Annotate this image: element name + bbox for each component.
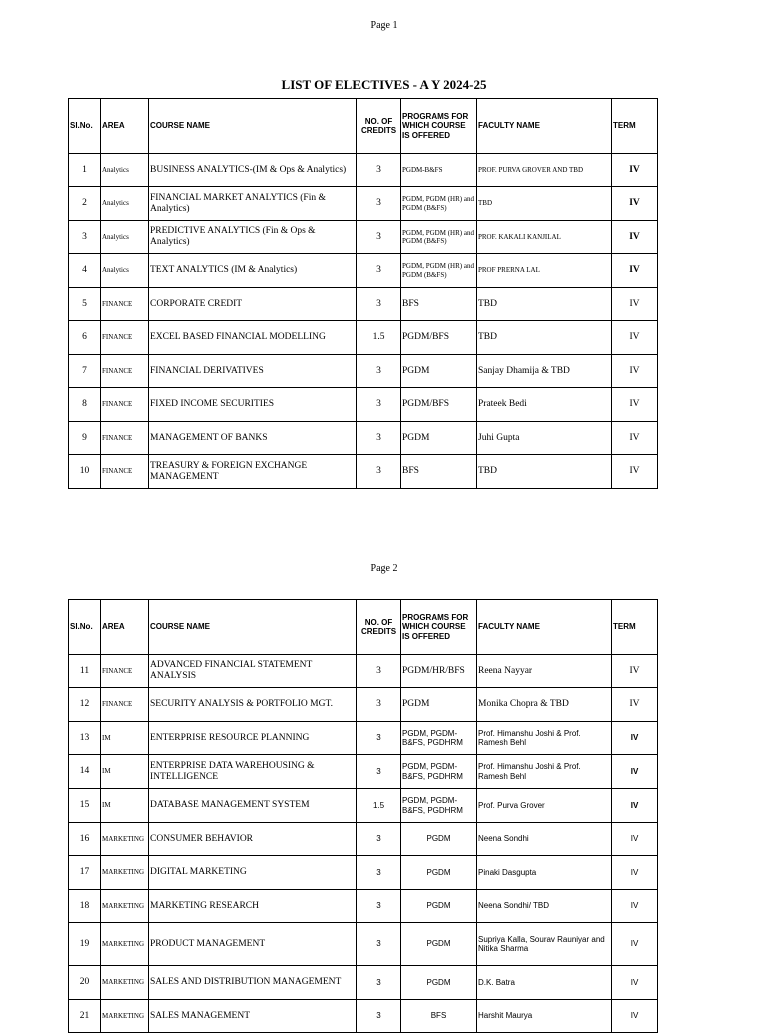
row-credits: 3 <box>357 154 401 187</box>
row-programs: PGDM, PGDM (HR) and PGDM (B&FS) <box>401 254 477 288</box>
row-number: 6 <box>69 321 101 355</box>
row-credits: 3 <box>357 221 401 254</box>
row-credits: 3 <box>357 288 401 321</box>
header-faculty: FACULTY NAME <box>477 99 612 154</box>
row-faculty: Prateek Bedi <box>477 388 612 422</box>
row-area: Analytics <box>101 187 149 221</box>
header-term: TERM <box>612 600 658 655</box>
row-area: IM <box>101 789 149 823</box>
row-area: MARKETING <box>101 823 149 856</box>
row-faculty: Supriya Kalla, Sourav Rauniyar and Nitika Sharma <box>477 923 612 966</box>
row-course-name: ENTERPRISE RESOURCE PLANNING <box>149 722 357 755</box>
row-term: IV <box>612 966 658 1000</box>
electives-table-page-2 <box>68 599 658 1033</box>
row-course-name: CORPORATE CREDIT <box>149 288 357 321</box>
row-number: 12 <box>69 688 101 722</box>
row-programs: BFS <box>401 455 477 489</box>
row-programs: PGDM <box>401 856 477 890</box>
row-term: IV <box>612 823 658 856</box>
row-credits: 3 <box>357 823 401 856</box>
row-faculty: PROF PRERNA LAL <box>477 254 612 288</box>
row-faculty: Pinaki Dasgupta <box>477 856 612 890</box>
header-credits: NO. OF CREDITS <box>357 99 401 154</box>
table-row <box>69 890 658 923</box>
row-course-name: DATABASE MANAGEMENT SYSTEM <box>149 789 357 823</box>
table-row <box>69 455 658 489</box>
row-area: FINANCE <box>101 455 149 489</box>
row-term: IV <box>612 856 658 890</box>
table-row <box>69 388 658 422</box>
row-programs: PGDM, PGDM (HR) and PGDM (B&FS) <box>401 187 477 221</box>
row-course-name: MANAGEMENT OF BANKS <box>149 422 357 455</box>
row-area: MARKETING <box>101 856 149 890</box>
header-credits: NO. OF CREDITS <box>357 600 401 655</box>
row-credits: 3 <box>357 254 401 288</box>
row-area: IM <box>101 755 149 789</box>
row-term: IV <box>612 254 658 288</box>
row-number: 18 <box>69 890 101 923</box>
row-term: IV <box>612 890 658 923</box>
header-programs: PROGRAMS FOR WHICH COURSE IS OFFERED <box>401 99 477 154</box>
row-course-name: TEXT ANALYTICS (IM & Analytics) <box>149 254 357 288</box>
header-area: AREA <box>101 99 149 154</box>
row-faculty: Neena Sondhi/ TBD <box>477 890 612 923</box>
row-programs: PGDM, PGDM-B&FS, PGDHRM <box>401 789 477 823</box>
row-programs: PGDM <box>401 823 477 856</box>
row-number: 3 <box>69 221 101 254</box>
table-header-row <box>69 99 658 154</box>
row-credits: 3 <box>357 688 401 722</box>
row-course-name: ADVANCED FINANCIAL STATEMENT ANALYSIS <box>149 655 357 688</box>
table-row <box>69 923 658 966</box>
table-row <box>69 789 658 823</box>
row-faculty: TBD <box>477 187 612 221</box>
row-number: 4 <box>69 254 101 288</box>
row-term: IV <box>612 221 658 254</box>
row-area: FINANCE <box>101 321 149 355</box>
row-course-name: SECURITY ANALYSIS & PORTFOLIO MGT. <box>149 688 357 722</box>
header-faculty: FACULTY NAME <box>477 600 612 655</box>
table-row <box>69 221 658 254</box>
row-term: IV <box>612 321 658 355</box>
row-faculty: PROF. PURVA GROVER AND TBD <box>477 154 612 187</box>
row-credits: 1.5 <box>357 789 401 823</box>
row-course-name: FINANCIAL MARKET ANALYTICS (Fin & Analytics) <box>149 187 357 221</box>
row-term: IV <box>612 288 658 321</box>
row-credits: 3 <box>357 388 401 422</box>
row-credits: 3 <box>357 655 401 688</box>
row-area: FINANCE <box>101 655 149 688</box>
row-programs: PGDM <box>401 923 477 966</box>
row-programs: PGDM/HR/BFS <box>401 655 477 688</box>
row-credits: 3 <box>357 455 401 489</box>
row-number: 9 <box>69 422 101 455</box>
row-credits: 3 <box>357 890 401 923</box>
row-credits: 3 <box>357 966 401 1000</box>
row-credits: 3 <box>357 856 401 890</box>
row-number: 15 <box>69 789 101 823</box>
row-programs: PGDM <box>401 688 477 722</box>
row-area: FINANCE <box>101 388 149 422</box>
row-term: IV <box>612 388 658 422</box>
row-faculty: Prof. Purva Grover <box>477 789 612 823</box>
row-faculty: Harshit Maurya <box>477 1000 612 1033</box>
row-course-name: CONSUMER BEHAVIOR <box>149 823 357 856</box>
table-row <box>69 422 658 455</box>
row-number: 11 <box>69 655 101 688</box>
row-course-name: SALES MANAGEMENT <box>149 1000 357 1033</box>
row-term: IV <box>612 422 658 455</box>
row-course-name: BUSINESS ANALYTICS-(IM & Ops & Analytics) <box>149 154 357 187</box>
table-row <box>69 154 658 187</box>
row-course-name: DIGITAL MARKETING <box>149 856 357 890</box>
row-credits: 1.5 <box>357 321 401 355</box>
table-row <box>69 321 658 355</box>
row-faculty: Prof. Himanshu Joshi & Prof. Ramesh Behl <box>477 722 612 755</box>
row-area: FINANCE <box>101 422 149 455</box>
table-row <box>69 722 658 755</box>
table-row <box>69 823 658 856</box>
header-slno: Sl.No. <box>69 600 101 655</box>
row-term: IV <box>612 355 658 388</box>
row-course-name: ENTERPRISE DATA WAREHOUSING & INTELLIGENCE <box>149 755 357 789</box>
header-slno: Sl.No. <box>69 99 101 154</box>
table-row <box>69 688 658 722</box>
row-area: MARKETING <box>101 966 149 1000</box>
row-course-name: FIXED INCOME SECURITIES <box>149 388 357 422</box>
row-programs: PGDM, PGDM-B&FS, PGDHRM <box>401 755 477 789</box>
row-credits: 3 <box>357 422 401 455</box>
row-credits: 3 <box>357 1000 401 1033</box>
row-faculty: Reena Nayyar <box>477 655 612 688</box>
table-row <box>69 966 658 1000</box>
row-number: 1 <box>69 154 101 187</box>
row-faculty: Juhi Gupta <box>477 422 612 455</box>
table-row <box>69 187 658 221</box>
row-course-name: EXCEL BASED FINANCIAL MODELLING <box>149 321 357 355</box>
row-credits: 3 <box>357 755 401 789</box>
row-number: 10 <box>69 455 101 489</box>
row-faculty: TBD <box>477 321 612 355</box>
row-course-name: FINANCIAL DERIVATIVES <box>149 355 357 388</box>
row-credits: 3 <box>357 722 401 755</box>
row-term: IV <box>612 655 658 688</box>
row-programs: PGDM/BFS <box>401 321 477 355</box>
row-programs: PGDM <box>401 966 477 1000</box>
table-row <box>69 856 658 890</box>
row-programs: PGDM-B&FS <box>401 154 477 187</box>
row-course-name: PREDICTIVE ANALYTICS (Fin & Ops & Analytics) <box>149 221 357 254</box>
row-credits: 3 <box>357 923 401 966</box>
row-number: 14 <box>69 755 101 789</box>
row-term: IV <box>612 688 658 722</box>
row-term: IV <box>612 722 658 755</box>
row-faculty: Prof. Himanshu Joshi & Prof. Ramesh Behl <box>477 755 612 789</box>
row-programs: PGDM <box>401 422 477 455</box>
row-number: 13 <box>69 722 101 755</box>
row-course-name: PRODUCT MANAGEMENT <box>149 923 357 966</box>
row-course-name: SALES AND DISTRIBUTION MANAGEMENT <box>149 966 357 1000</box>
row-faculty: D.K. Batra <box>477 966 612 1000</box>
header-term: TERM <box>612 99 658 154</box>
row-area: MARKETING <box>101 923 149 966</box>
row-area: MARKETING <box>101 1000 149 1033</box>
row-term: IV <box>612 154 658 187</box>
row-area: FINANCE <box>101 688 149 722</box>
row-term: IV <box>612 455 658 489</box>
row-faculty: TBD <box>477 455 612 489</box>
row-number: 7 <box>69 355 101 388</box>
row-faculty: Neena Sondhi <box>477 823 612 856</box>
row-term: IV <box>612 789 658 823</box>
row-term: IV <box>612 923 658 966</box>
row-programs: PGDM/BFS <box>401 388 477 422</box>
row-number: 8 <box>69 388 101 422</box>
page-1-label: Page 1 <box>370 20 398 31</box>
table-row <box>69 1000 658 1033</box>
row-programs: PGDM, PGDM-B&FS, PGDHRM <box>401 722 477 755</box>
row-programs: BFS <box>401 288 477 321</box>
row-course-name: MARKETING RESEARCH <box>149 890 357 923</box>
row-faculty: PROF. KAKALI KANJILAL <box>477 221 612 254</box>
row-area: Analytics <box>101 154 149 187</box>
header-programs: PROGRAMS FOR WHICH COURSE IS OFFERED <box>401 600 477 655</box>
row-area: Analytics <box>101 221 149 254</box>
row-faculty: TBD <box>477 288 612 321</box>
header-area: AREA <box>101 600 149 655</box>
header-course-name: COURSE NAME <box>149 600 357 655</box>
row-faculty: Monika Chopra & TBD <box>477 688 612 722</box>
row-programs: BFS <box>401 1000 477 1033</box>
table-row <box>69 254 658 288</box>
row-term: IV <box>612 1000 658 1033</box>
page-2-label: Page 2 <box>370 563 398 574</box>
electives-table-page-1 <box>68 98 658 489</box>
header-course-name: COURSE NAME <box>149 99 357 154</box>
row-programs: PGDM <box>401 355 477 388</box>
row-term: IV <box>612 755 658 789</box>
document-title: LIST OF ELECTIVES - A Y 2024-25 <box>281 77 487 92</box>
row-number: 2 <box>69 187 101 221</box>
row-credits: 3 <box>357 187 401 221</box>
row-programs: PGDM, PGDM (HR) and PGDM (B&FS) <box>401 221 477 254</box>
row-number: 16 <box>69 823 101 856</box>
table-header-row <box>69 600 658 655</box>
row-number: 17 <box>69 856 101 890</box>
table-row <box>69 755 658 789</box>
row-programs: PGDM <box>401 890 477 923</box>
row-number: 21 <box>69 1000 101 1033</box>
row-number: 20 <box>69 966 101 1000</box>
table-row <box>69 288 658 321</box>
table-row <box>69 355 658 388</box>
row-course-name: TREASURY & FOREIGN EXCHANGE MANAGEMENT <box>149 455 357 489</box>
row-area: MARKETING <box>101 890 149 923</box>
row-faculty: Sanjay Dhamija & TBD <box>477 355 612 388</box>
row-area: IM <box>101 722 149 755</box>
row-term: IV <box>612 187 658 221</box>
row-area: FINANCE <box>101 288 149 321</box>
row-number: 5 <box>69 288 101 321</box>
table-row <box>69 655 658 688</box>
row-credits: 3 <box>357 355 401 388</box>
row-area: Analytics <box>101 254 149 288</box>
row-number: 19 <box>69 923 101 966</box>
row-area: FINANCE <box>101 355 149 388</box>
